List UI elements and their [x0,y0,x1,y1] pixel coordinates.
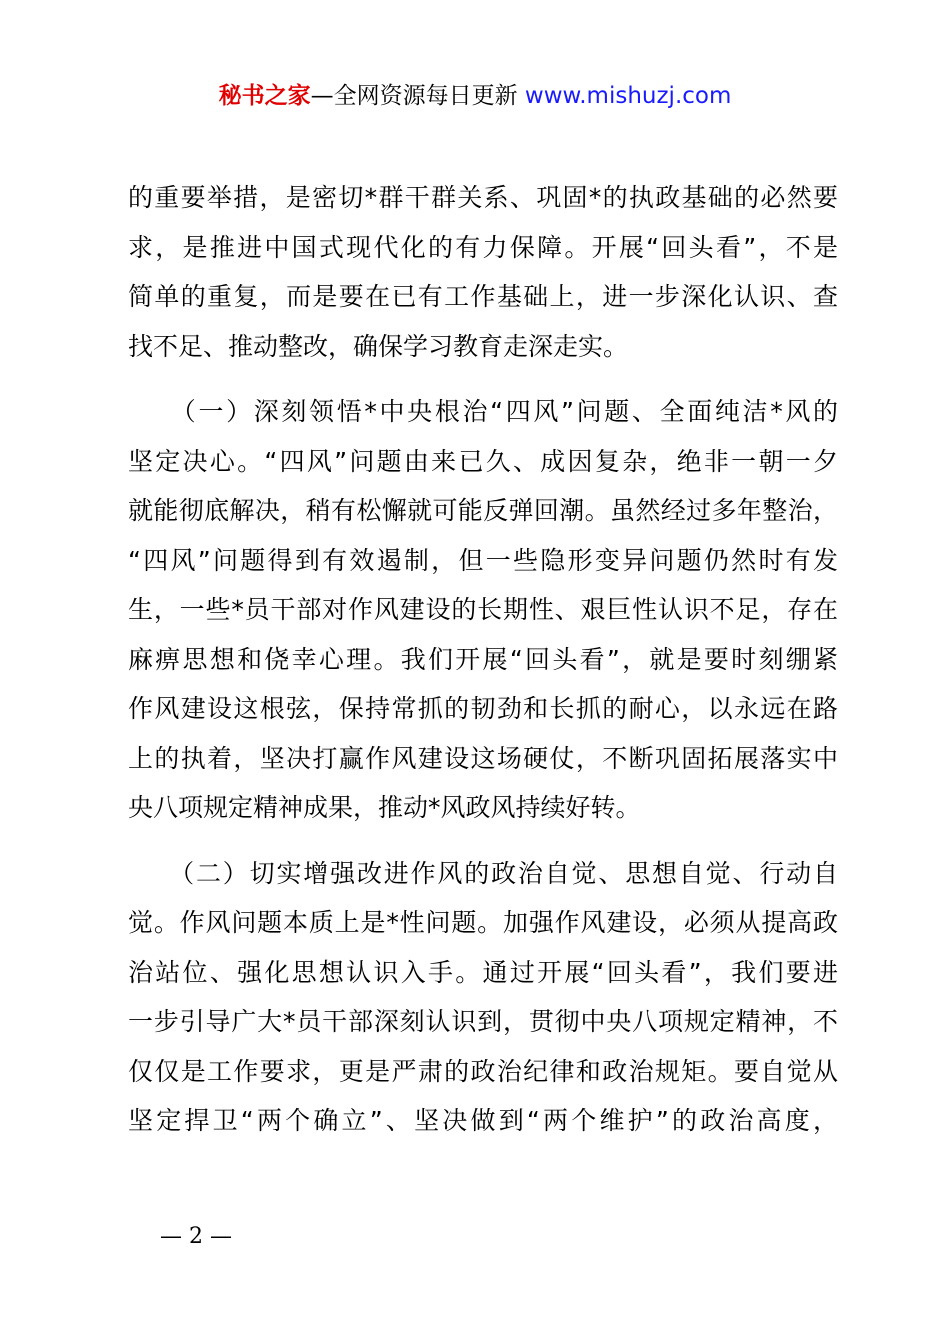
site-header [0,80,950,112]
text-line: 上的执着，坚决打赢作风建设这场硬仗，不断巩固拓展落实中 [128,743,838,773]
text-line: “四风”问题得到有效遏制，但一些隐形变异问题仍然时有发 [128,545,838,575]
text-line: 的重要举措，是密切*群干群关系、巩固*的执政基础的必然要 [128,183,838,212]
text-line: 坚定决心。“四风”问题由来已久、成因复杂，绝非一朝一夕 [128,446,838,476]
text-line: 求，是推进中国式现代化的有力保障。开展“回头看”，不是 [128,232,838,262]
paragraph [128,182,838,363]
paragraph [128,858,838,1138]
text-line: 坚定捍卫“两个确立”、坚决做到“两个维护”的政治高度， [128,1106,838,1135]
site-url[interactable]: www.mishuzj.com [524,83,732,109]
text-line: （二）切实增强改进作风的政治自觉、思想自觉、行动自 [128,858,838,888]
text-line: 就能彻底解决，稍有松懈就可能反弹回潮。虽然经过多年整治， [128,496,838,525]
document-body [128,182,838,1155]
text-line: （一）深刻领悟*中央根治“四风”问题、全面纯洁*风的 [128,397,838,426]
text-line: 治站位、强化思想认识入手。通过开展“回头看”，我们要进 [128,957,838,987]
text-line: 作风建设这根弦，保持常抓的韧劲和长抓的耐心，以永远在路 [128,694,838,723]
text-line: 麻痹思想和侥幸心理。我们开展“回头看”，就是要时刻绷紧 [128,644,838,674]
text-line: 简单的重复，而是要在已有工作基础上，进一步深化认识、查 [128,282,838,311]
text-line: 央八项规定精神成果，推动*风政风持续好转。 [128,793,641,822]
header-tagline: —全网资源每日更新 [310,83,525,109]
text-line: 仅仅是工作要求，更是严肃的政治纪律和政治规矩。要自觉从 [128,1056,838,1086]
page-number: — 2 — [160,1224,232,1249]
text-line: 觉。作风问题本质上是*性问题。加强作风建设，必须从提高政 [128,908,838,937]
brand-name: 秘书之家 [218,83,311,109]
text-line: 找不足、推动整改，确保学习教育走深走实。 [128,331,629,361]
text-line: 生，一些*员干部对作风建设的长期性、艰巨性认识不足，存在 [128,595,838,624]
paragraph [128,396,838,824]
text-line: 一步引导广大*员干部深刻认识到，贯彻中央八项规定精神，不 [128,1007,838,1036]
